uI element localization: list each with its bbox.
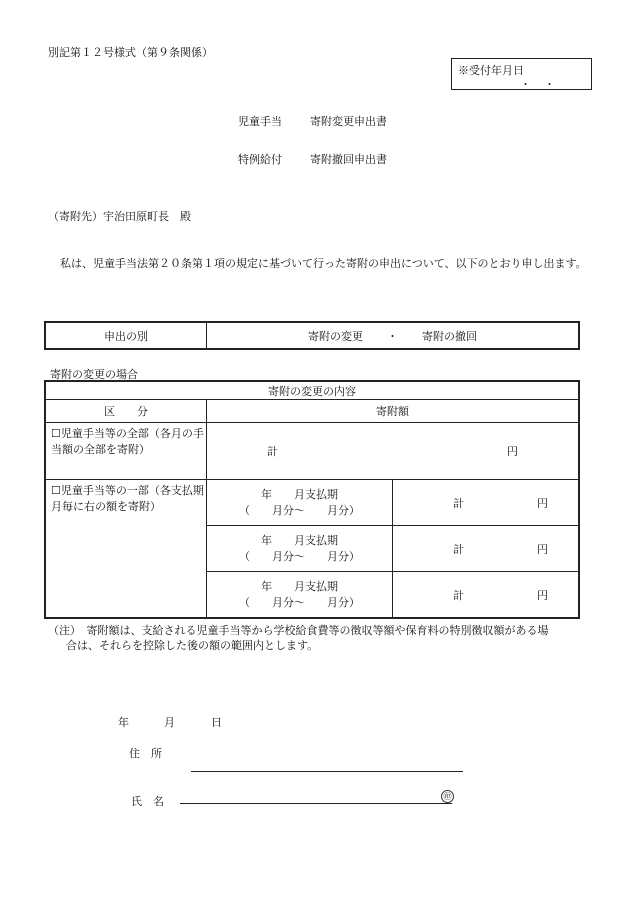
change-table-caption: 寄附の変更の内容 [45,381,579,400]
period-amount-cell[interactable] [393,480,580,526]
receipt-label: ※受付年月日 [458,64,524,77]
period-range: （ 月分～ 月分） [239,549,360,563]
period-cell[interactable] [207,480,393,526]
period-amount-cell[interactable] [393,526,580,572]
period-yen-label: 円 [537,588,548,602]
period-text: 年 月支払期 [261,579,338,593]
period-cell[interactable] [207,526,393,572]
period-range: （ 月分～ 月分） [239,595,360,609]
col-category-header: 区 分 [45,400,207,423]
address-label: 住 所 [129,747,162,760]
title-line-2 [238,151,387,167]
name-label: 氏 名 [131,795,164,808]
note-line-2: 合は、それらを控除した後の額の範囲内とします。 [66,639,319,652]
title-1-suffix: 寄附変更申出書 [310,115,387,128]
receipt-date-box [451,58,592,90]
period-range: （ 月分～ 月分） [239,503,360,517]
date-month-label: 月 [164,716,175,729]
change-section-label: 寄附の変更の場合 [50,368,138,381]
period-total-label: 計 [453,588,464,602]
title-1-prefix: 児童手当 [238,115,282,128]
part-option-label[interactable]: ☐児童手当等の一部（各支払期月毎に右の額を寄附） [45,480,207,619]
period-cell[interactable] [207,572,393,619]
all-option-label[interactable]: ☐児童手当等の全部（各月の手当額の全部を寄附） [45,423,207,480]
receipt-date-field[interactable]: ・ ・ [520,78,556,91]
all-yen-label: 円 [507,445,518,458]
col-amount-header: 寄附額 [207,400,580,423]
request-type-options [207,322,580,349]
period-yen-label: 円 [537,542,548,556]
body-text: 私は、児童手当法第２０条第１項の規定に基づいて行った寄附の申出について、以下のとおり申し出ます。 [60,257,587,270]
request-type-table [44,321,580,350]
all-amount-cell[interactable] [207,423,580,480]
note-line-1: （注） 寄附額は、支給される児童手当等から学校給食費等の徴収等額や保育料の特別徴収額がある場 [48,624,549,637]
period-text: 年 月支払期 [261,487,338,501]
note [48,623,593,653]
period-total-label: 計 [453,542,464,556]
option-change[interactable]: 寄附の変更 [308,329,363,343]
name-field[interactable] [180,803,452,804]
period-amount-cell[interactable] [393,572,580,619]
address-field[interactable] [191,771,463,772]
date-day-label: 日 [211,716,222,729]
period-total-label: 計 [453,496,464,510]
form-number: 別記第１２号様式（第９条関係） [48,46,213,59]
option-withdraw[interactable]: 寄附の撤回 [422,329,477,343]
option-separator: ・ [387,329,398,343]
title-line-1 [238,113,387,129]
title-2-suffix: 寄附撤回申出書 [310,153,387,166]
period-text: 年 月支払期 [261,533,338,547]
title-2-prefix: 特例給付 [238,153,282,166]
all-total-label: 計 [267,445,278,458]
addressee: （寄附先）宇治田原町長 殿 [48,210,191,223]
date-year-label: 年 [118,716,129,729]
period-yen-label: 円 [537,496,548,510]
request-type-label: 申出の別 [45,322,207,349]
seal-mark: ㊞ [441,790,454,803]
change-content-table [44,380,580,619]
